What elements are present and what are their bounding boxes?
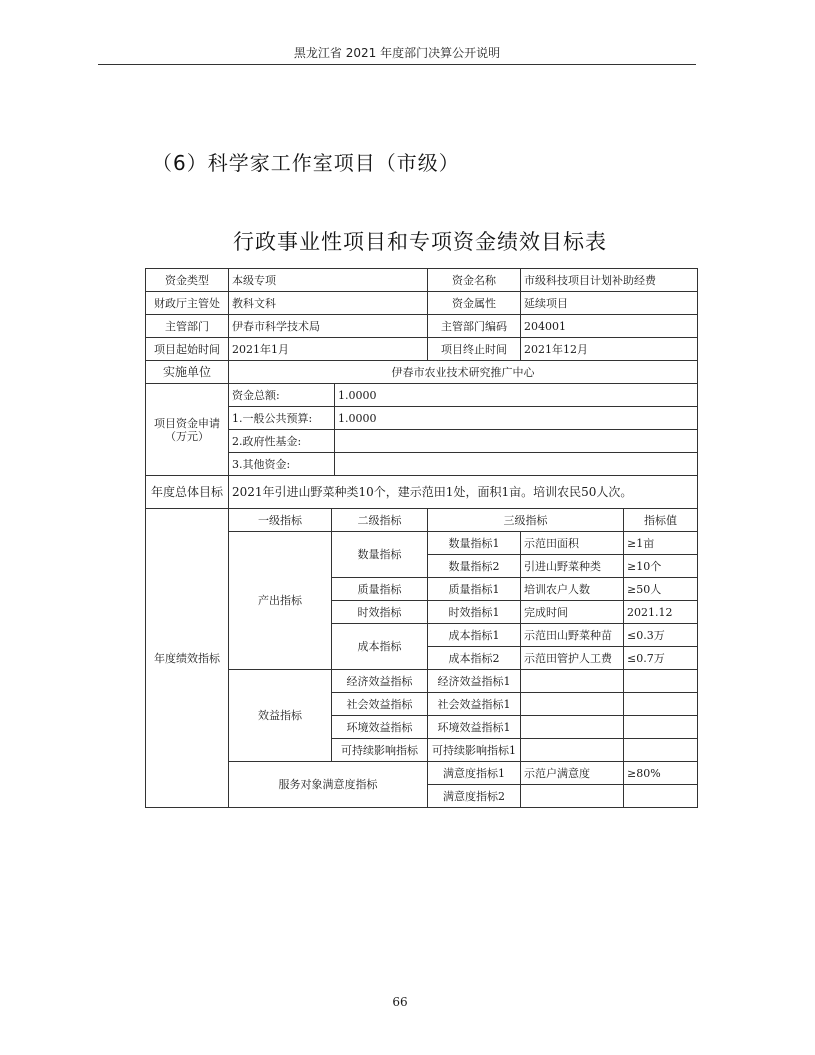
indicator-value — [624, 739, 698, 762]
quality-label: 质量指标 — [332, 578, 428, 601]
indicator-value — [624, 693, 698, 716]
indicator-name — [521, 716, 624, 739]
indicator-code: 经济效益指标1 — [428, 670, 521, 693]
start-value: 2021年1月 — [229, 338, 428, 361]
impl-value: 伊春市农业技术研究推广中心 — [229, 361, 698, 384]
funding-row-label: 1.一般公共预算: — [229, 407, 335, 430]
table-row — [146, 407, 698, 430]
fund-attr-value: 延续项目 — [521, 292, 698, 315]
supervisor-value: 伊春市科学技术局 — [229, 315, 428, 338]
indicator-name: 示范田山野菜种苗 — [521, 624, 624, 647]
indicator-code: 满意度指标2 — [428, 785, 521, 808]
indicator-value: ≥50人 — [624, 578, 698, 601]
supervisor-label: 主管部门 — [146, 315, 229, 338]
end-label: 项目终止时间 — [428, 338, 521, 361]
indicator-name: 示范田管护人工费 — [521, 647, 624, 670]
indicator-code: 可持续影响指标1 — [428, 739, 521, 762]
annual-goal-label: 年度总体目标 — [146, 476, 229, 509]
indicator-value: ≥80% — [624, 762, 698, 785]
indicator-code: 环境效益指标1 — [428, 716, 521, 739]
annual-goal-value: 2021年引进山野菜种类10个，建示范田1处，面积1亩。培训农民50人次。 — [229, 476, 698, 509]
finance-dept-label: 财政厅主管处 — [146, 292, 229, 315]
table-row — [146, 292, 698, 315]
page-number: 66 — [392, 995, 408, 1009]
benefit-label: 效益指标 — [229, 670, 332, 762]
indicator-name — [521, 785, 624, 808]
indicator-value — [624, 670, 698, 693]
level2-header: 二级指标 — [332, 509, 428, 532]
finance-dept-value: 教科文科 — [229, 292, 428, 315]
header-divider — [98, 64, 696, 65]
indicator-name: 引进山野菜种类 — [521, 555, 624, 578]
table-row — [146, 315, 698, 338]
level3-header: 三级指标 — [428, 509, 624, 532]
fund-name-value: 市级科技项目计划补助经费 — [521, 269, 698, 292]
table-row — [146, 532, 698, 555]
satisfaction-label: 服务对象满意度指标 — [229, 762, 428, 808]
indicator-value — [624, 785, 698, 808]
table-row — [146, 361, 698, 384]
funding-row-label: 2.政府性基金: — [229, 430, 335, 453]
performance-table — [145, 268, 698, 808]
indicator-value: ≤0.7万 — [624, 647, 698, 670]
indicator-name: 培训农户人数 — [521, 578, 624, 601]
funding-row-value — [335, 453, 698, 476]
table-row — [146, 762, 698, 785]
table-row — [146, 338, 698, 361]
indicator-code: 质量指标1 — [428, 578, 521, 601]
fund-name-label: 资金名称 — [428, 269, 521, 292]
page-header: 黑龙江省 2021 年度部门决算公开说明 — [293, 46, 501, 60]
indicator-value: ≥1亩 — [624, 532, 698, 555]
indicator-value: ≥10个 — [624, 555, 698, 578]
fund-attr-label: 资金属性 — [428, 292, 521, 315]
output-label: 产出指标 — [229, 532, 332, 670]
benefit-level2: 环境效益指标 — [332, 716, 428, 739]
indicator-value — [624, 716, 698, 739]
funding-row-value: 1.0000 — [335, 384, 698, 407]
table-row — [146, 509, 698, 532]
table-title: 行政事业性项目和专项资金绩效目标表 — [233, 230, 607, 254]
table-row — [146, 476, 698, 509]
impl-label: 实施单位 — [146, 361, 229, 384]
section-title: （6）科学家工作室项目（市级） — [152, 151, 460, 175]
funding-row-label: 资金总额: — [229, 384, 335, 407]
benefit-level2: 经济效益指标 — [332, 670, 428, 693]
indicator-name — [521, 739, 624, 762]
indicators-section-label: 年度绩效指标 — [146, 509, 229, 808]
indicator-value: ≤0.3万 — [624, 624, 698, 647]
indicator-name: 示范户满意度 — [521, 762, 624, 785]
funding-label: 项目资金申请（万元） — [146, 384, 229, 476]
supervisor-code-label: 主管部门编码 — [428, 315, 521, 338]
indicator-code: 满意度指标1 — [428, 762, 521, 785]
benefit-level2: 可持续影响指标 — [332, 739, 428, 762]
value-header: 指标值 — [624, 509, 698, 532]
indicator-name — [521, 693, 624, 716]
quantity-label: 数量指标 — [332, 532, 428, 578]
indicator-code: 数量指标2 — [428, 555, 521, 578]
table-row — [146, 430, 698, 453]
indicator-code: 数量指标1 — [428, 532, 521, 555]
fund-type-label: 资金类型 — [146, 269, 229, 292]
indicator-code: 时效指标1 — [428, 601, 521, 624]
funding-row-value: 1.0000 — [335, 407, 698, 430]
indicator-name: 示范田面积 — [521, 532, 624, 555]
supervisor-code-value: 204001 — [521, 315, 698, 338]
benefit-level2: 社会效益指标 — [332, 693, 428, 716]
table-row — [146, 453, 698, 476]
table-row — [146, 269, 698, 292]
indicator-name: 完成时间 — [521, 601, 624, 624]
start-label: 项目起始时间 — [146, 338, 229, 361]
level1-header: 一级指标 — [229, 509, 332, 532]
indicator-name — [521, 670, 624, 693]
end-value: 2021年12月 — [521, 338, 698, 361]
funding-row-value — [335, 430, 698, 453]
cost-label: 成本指标 — [332, 624, 428, 670]
time-label: 时效指标 — [332, 601, 428, 624]
indicator-code: 成本指标1 — [428, 624, 521, 647]
indicator-code: 成本指标2 — [428, 647, 521, 670]
indicator-code: 社会效益指标1 — [428, 693, 521, 716]
fund-type-value: 本级专项 — [229, 269, 428, 292]
funding-row-label: 3.其他资金: — [229, 453, 335, 476]
table-row — [146, 670, 698, 693]
table-row — [146, 384, 698, 407]
indicator-value: 2021.12 — [624, 601, 698, 624]
